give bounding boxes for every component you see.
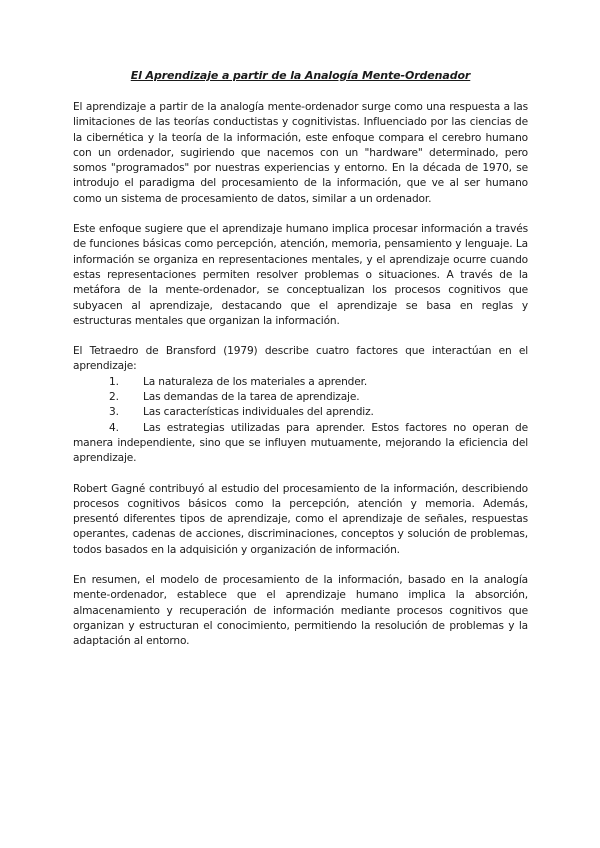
list-item [73,390,528,405]
paragraph-intro: El aprendizaje a partir de la analogía mente-ordenador surge como una respuesta a las limitaciones de las teorías conductistas y cognitivistas. Influenciado por las ciencias de la cibernética y la teoría de la información, este enfoque compara el cerebro humano con un ordenador, sugiriendo que nacemos con un "hardware" determinado, pero somos "programados" por nuestras experiencias y entorno. En la década de 1970, se introdujo el paradigma del procesamiento de la información, que ve al ser humano como un sistema de procesamiento de datos, similar a un ordenador. [73,101,528,205]
list-item-number: 4. [109,421,119,434]
paragraph-bransford: El Tetraedro de Bransford (1979) describe cuatro factores que interactúan en el aprendizaje: [73,345,528,373]
list-item-number: 1. [109,375,119,388]
factors-list [73,375,528,467]
list-item [73,375,528,390]
list-item [73,421,528,467]
list-item [73,405,528,420]
list-item-text: Las estrategias utilizadas para aprender. Estos factores no operan de manera independiente, sino que se influyen mutuamente, mejorando la eficiencia del aprendizaje. [73,421,528,465]
list-item-text: La naturaleza de los materiales a aprender. [143,375,368,388]
document-page [73,68,528,665]
list-item-text: Las características individuales del aprendiz. [143,406,374,419]
paragraph-summary: En resumen, el modelo de procesamiento de la información, basado en la analogía mente-ordenador, establece que el aprendizaje humano implica la absorción, almacenamiento y recuperación de información mediante procesos cognitivos que organizan y estructuran el conocimiento, permitiendo la resolución de problemas y la adaptación al entorno. [73,574,528,648]
paragraph-approach: Este enfoque sugiere que el aprendizaje humano implica procesar información a través de funciones básicas como percepción, atención, memoria, pensamiento y lenguaje. La información se organiza en representaciones mentales, y el aprendizaje ocurre cuando estas representaciones permiten resolver problemas o situaciones. A través de la metáfora de la mente-ordenador, se conceptualizan los procesos cognitivos que subyacen al aprendizaje, destacando que el aprendizaje se basa en reglas y estructuras mentales que organizan la información. [73,223,528,327]
list-item-number: 2. [109,391,119,404]
document-title: El Aprendizaje a partir de la Analogía Mente-Ordenador [130,69,471,82]
list-item-text: Las demandas de la tarea de aprendizaje. [143,391,360,404]
list-item-number: 3. [109,406,119,419]
paragraph-gagne: Robert Gagné contribuyó al estudio del procesamiento de la información, describiendo procesos cognitivos básicos como la percepción, atención y memoria. Además, presentó diferentes tipos de aprendizaje, como el aprendizaje de señales, respuestas operantes, cadenas de acciones, discriminaciones, conceptos y solución de problemas, todos basados en la adquisición y organización de información. [73,482,528,556]
